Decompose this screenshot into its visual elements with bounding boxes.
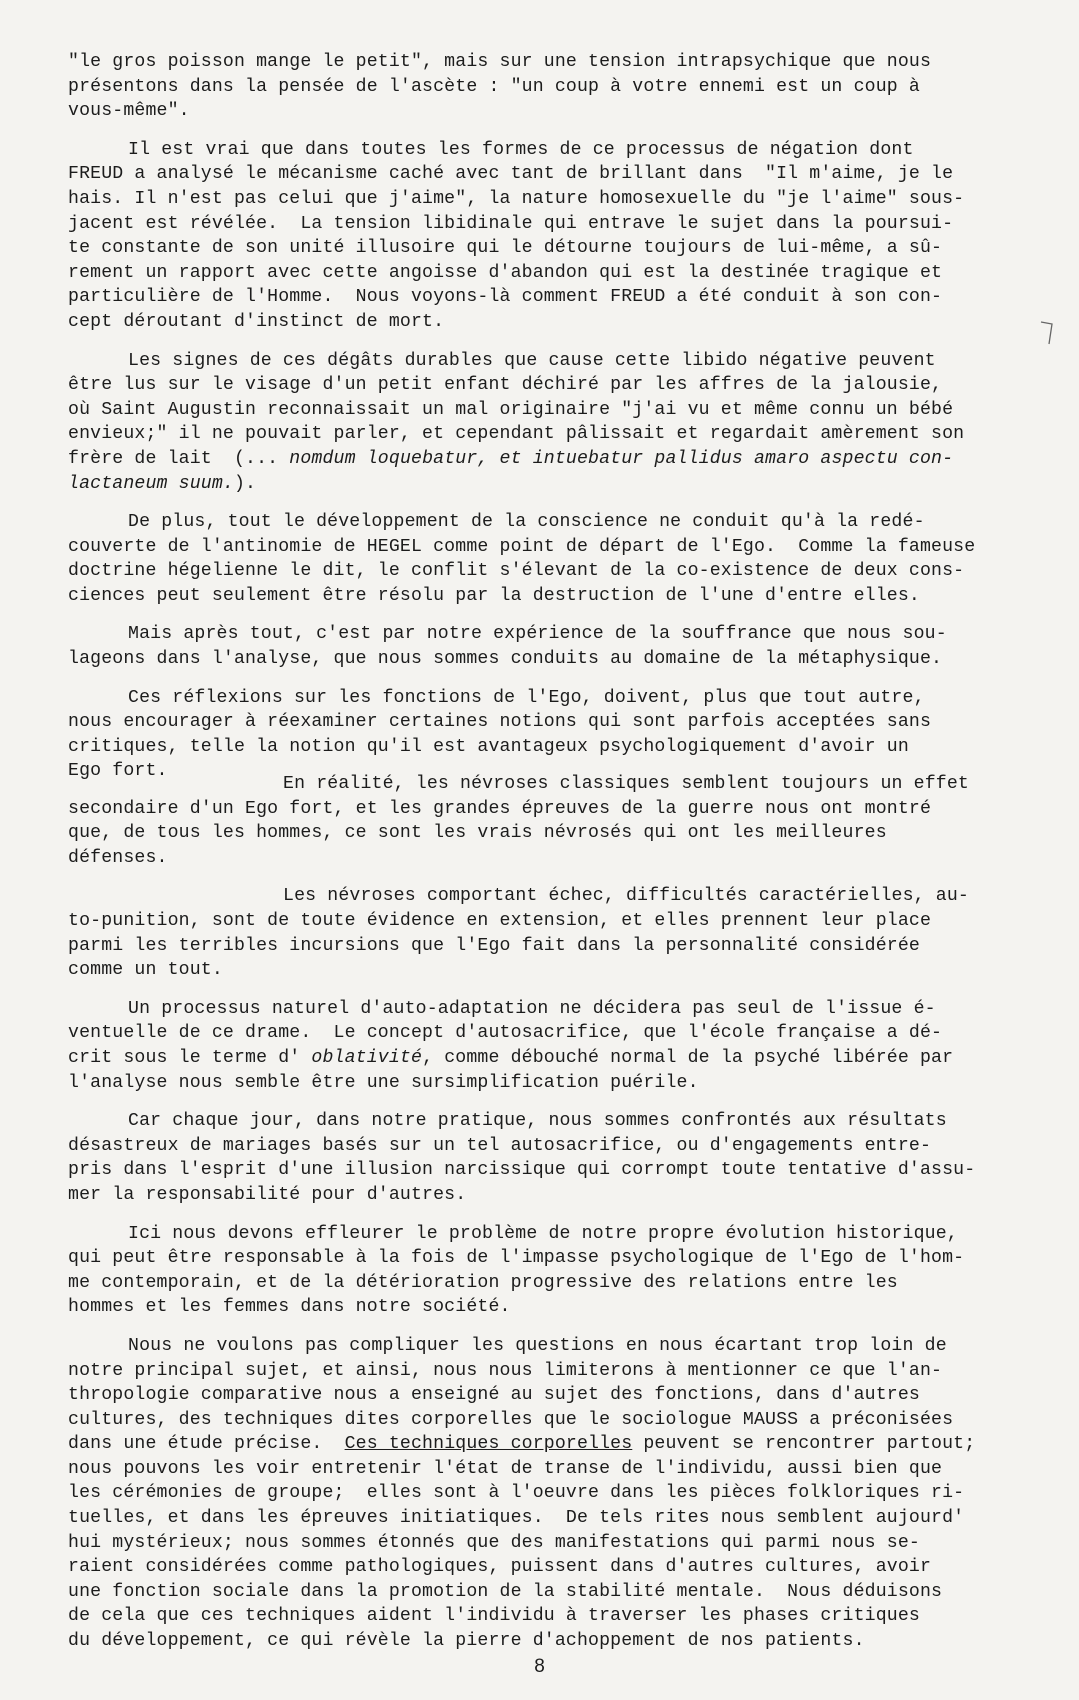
- text-line: Nous ne voulons pas compliquer les questions en nous écartant trop loin de: [128, 1335, 947, 1356]
- underlined-phrase: Ces techniques corporelles: [344, 1434, 633, 1455]
- text-line: De plus, tout le développement de la conscience ne conduit qu'à la redé-: [128, 512, 925, 533]
- page-number: 8: [534, 1656, 545, 1677]
- text-line: Les signes de ces dégâts durables que cause cette libido négative peuvent: [128, 350, 936, 371]
- text-line: thropologie comparative nous a enseigné au sujet des fonctions, dans d'autres: [68, 1385, 920, 1406]
- paragraph-2: [68, 138, 1028, 335]
- text-line: pris dans l'esprit d'une illusion narcissique qui corrompt toute tentative d'assu-: [68, 1160, 976, 1181]
- text-run: , comme débouché normal de la psyché libérée par: [422, 1047, 954, 1068]
- text-run: dans une étude précise.: [68, 1434, 345, 1455]
- text-line: lageons dans l'analyse, que nous sommes conduits au domaine de la métaphysique.: [68, 649, 943, 670]
- text-line: nous pouvons les voir entretenir l'état de transe de l'individu, aussi bien que: [68, 1458, 943, 1479]
- text-run: ).: [233, 473, 257, 494]
- text-line: particulière de l'Homme. Nous voyons-là comment FREUD a été conduit à son con-: [68, 287, 943, 308]
- text-line: être lus sur le visage d'un petit enfant déchiré par les affres de la jalousie,: [68, 375, 943, 396]
- text-line: ciences peut seulement être résolu par la destruction de l'une d'entre elles.: [68, 585, 920, 606]
- paragraph-12: [68, 1334, 1028, 1654]
- text-line: Ici nous devons effleurer le problème de notre propre évolution historique,: [128, 1223, 958, 1244]
- text-line: nous encourager à réexaminer certaines notions qui sont parfois acceptées sans: [68, 712, 932, 733]
- italic-term: oblativité: [311, 1047, 423, 1068]
- text-line: raient considérées comme pathologiques, puissent dans d'autres cultures, avoir: [68, 1557, 932, 1578]
- text-line: jacent est révélée. La tension libidinale qui entrave le sujet dans la poursui-: [68, 213, 954, 234]
- text-line: qui peut être responsable à la fois de l'impasse psychologique de l'Ego de l'hom-: [68, 1248, 965, 1269]
- text-line: vous-même".: [68, 101, 190, 122]
- paragraph-10: [68, 1109, 1028, 1207]
- paragraph-5: [68, 622, 1028, 671]
- margin-pencil-mark: [1040, 320, 1054, 346]
- text-line: En réalité, les névroses classiques semblent toujours un effet: [283, 774, 969, 795]
- text-run: crit sous le terme d': [68, 1047, 312, 1068]
- text-line: [68, 1046, 1028, 1071]
- latin-quote: lactaneum suum.: [68, 473, 234, 494]
- text-line: [68, 447, 1028, 472]
- body-text: [68, 50, 1028, 1668]
- text-line: [68, 472, 1028, 497]
- paragraph-11: [68, 1222, 1028, 1320]
- text-line: notre principal sujet, et ainsi, nous nous limiterons à mentionner ce que l'an-: [68, 1360, 943, 1381]
- paragraph-6: [68, 686, 1028, 784]
- paragraph-3: [68, 349, 1028, 497]
- text-line: de cela que ces techniques aident l'individu à traverser les phases critiques: [68, 1606, 920, 1627]
- text-line: l'analyse nous semble être une sursimplification puérile.: [68, 1072, 699, 1093]
- text-line: cultures, des techniques dites corporelles que le sociologue MAUSS a préconisées: [68, 1409, 954, 1430]
- text-line: où Saint Augustin reconnaissait un mal originaire "j'ai vu et même connu un bébé: [68, 399, 954, 420]
- latin-quote: nomdum loquebatur, et intuebatur pallidus amaro aspectu con-: [289, 448, 954, 469]
- text-line: doctrine hégelienne le dit, le conflit s'élevant de la co-existence de deux cons-: [68, 561, 965, 582]
- text-line: parmi les terribles incursions que l'Ego fait dans la personnalité considérée: [68, 935, 920, 956]
- text-line: les cérémonies de groupe; elles sont à l'oeuvre dans les pièces folkloriques ri-: [68, 1483, 965, 1504]
- text-line: hais. Il n'est pas celui que j'aime", la nature homosexuelle du "je l'aime" sous-: [68, 188, 965, 209]
- paragraph-4: [68, 510, 1028, 608]
- text-line: tuelles, et dans les épreuves initiatiques. De tels rites nous semblent aujourd': [68, 1508, 965, 1529]
- text-line: comme un tout.: [68, 960, 223, 981]
- paragraph-7: [68, 772, 1028, 870]
- text-line: "le gros poisson mange le petit", mais sur une tension intrapsychique que nous: [68, 52, 932, 72]
- text-line: que, de tous les hommes, ce sont les vrais névrosés qui ont les meilleures: [68, 823, 887, 844]
- text-line: Les névroses comportant échec, difficultés caractérielles, au-: [283, 886, 969, 907]
- text-line: Car chaque jour, dans notre pratique, nous sommes confrontés aux résultats: [128, 1111, 947, 1132]
- paragraph-9: [68, 997, 1028, 1095]
- paragraph-1: [68, 50, 1028, 124]
- text-line: FREUD a analysé le mécanisme caché avec tant de brillant dans "Il m'aime, je le: [68, 164, 954, 185]
- text-line: rement un rapport avec cette angoisse d'abandon qui est la destinée tragique et: [68, 262, 943, 283]
- text-run: frère de lait (...: [68, 448, 290, 469]
- text-line: me contemporain, et de la détérioration progressive des relations entre les: [68, 1272, 898, 1293]
- text-line: défenses.: [68, 847, 168, 868]
- text-line: hui mystérieux; nous sommes étonnés que des manifestations qui parmi nous se-: [68, 1532, 920, 1553]
- text-line: Un processus naturel d'auto-adaptation ne décidera pas seul de l'issue é-: [128, 998, 936, 1019]
- text-line: Ces réflexions sur les fonctions de l'Ego, doivent, plus que tout autre,: [128, 687, 925, 708]
- text-line: te constante de son unité illusoire qui le détourne toujours de lui-même, a sû-: [68, 238, 943, 259]
- text-line: Il est vrai que dans toutes les formes de ce processus de négation dont: [128, 139, 914, 160]
- text-line: [68, 1432, 1028, 1457]
- text-line: Ego fort.: [68, 761, 168, 782]
- text-line: Mais après tout, c'est par notre expérience de la souffrance que nous sou-: [128, 624, 947, 645]
- paragraph-8: [68, 884, 1028, 982]
- text-line: couverte de l'antinomie de HEGEL comme point de départ de l'Ego. Comme la fameuse: [68, 536, 976, 557]
- text-line: critiques, telle la notion qu'il est avantageux psychologiquement d'avoir un: [68, 736, 909, 757]
- text-line: secondaire d'un Ego fort, et les grandes épreuves de la guerre nous ont montré: [68, 798, 932, 819]
- text-run: peuvent se rencontrer partout;: [632, 1434, 976, 1455]
- text-line: hommes et les femmes dans notre société.: [68, 1297, 511, 1318]
- text-line: du développement, ce qui révèle la pierre d'achoppement de nos patients.: [68, 1631, 865, 1652]
- text-line: ventuelle de ce drame. Le concept d'autosacrifice, que l'école française a dé-: [68, 1023, 943, 1044]
- text-line: mer la responsabilité pour d'autres.: [68, 1184, 467, 1205]
- text-line: to-punition, sont de toute évidence en extension, et elles prennent leur place: [68, 911, 932, 931]
- text-line: présentons dans la pensée de l'ascète : "un coup à votre ennemi est un coup à: [68, 76, 920, 97]
- text-line: envieux;" il ne pouvait parler, et cependant pâlissait et regardait amèrement son: [68, 424, 965, 445]
- text-line: une fonction sociale dans la promotion de la stabilité mentale. Nous déduisons: [68, 1581, 943, 1602]
- text-line: désastreux de mariages basés sur un tel autosacrifice, ou d'engagements entre-: [68, 1135, 932, 1156]
- text-line: cept déroutant d'instinct de mort.: [68, 311, 445, 332]
